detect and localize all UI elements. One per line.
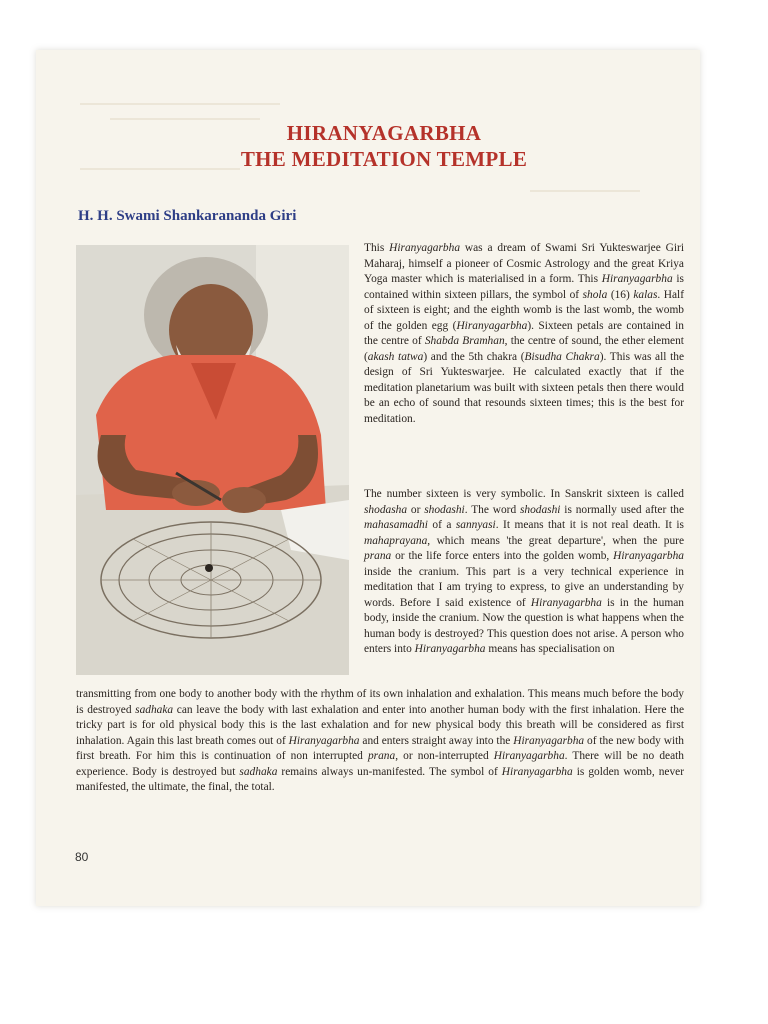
author-name: H. H. Swami Shankarananda Giri: [78, 208, 297, 224]
show-through-line: [80, 103, 280, 105]
paragraph-1: This Hiranyagarbha was a dream of Swami Sri Yukteswarjee Giri Maharaj, himself a pioneer of Cosmic Astrology and the great Kriya Yoga master which is materialised in a form. This Hiranyagarbha is contained within sixteen pillars, the symbol of shola (16) kalas. Half of sixteen is eight; and the eighth womb is the last womb, the womb of the golden egg (Hiranyagarbha). Sixteen petals are contained in the centre of Shabda Bramhan, the centre of sound, the ether element (akash tatwa) and the 5th chakra (Bisudha Chakra). This was all the design of Sri Yukteswarjee. He calculated exactly that if the meditation planetarium was built with sixteen petals then there would be an echo of sound that resounds sixteen times; this is the best for meditation.: [364, 242, 685, 426]
page-title-line1: HIRANYAGARBHA: [286, 121, 482, 145]
swami-photo: [76, 245, 349, 675]
paragraph-2: The number sixteen is very symbolic. In Sanskrit sixteen is called shodasha or shodashi. The word shodashi is normally used after the mahasamadhi of a sannyasi. It means that it is not real death. It is mahaprayana, which means 'the great departure', when the pure prana or the life force enters into the golden womb, Hiranyagarbha inside the cranium. This part is a very technical experience in meditation that I am trying to express, to give an understanding by words. Before I said existence of Hiranyagarbha is in the human body, inside the cranium. Now the question is what happens when the human body is destroyed? This question does not arise. A person who enters into Hiranyagarbha means has specialisation on: [364, 488, 685, 656]
paragraph-3: transmitting from one body to another body with the rhythm of its own inhalation and exhalation. This means much before the body is destroyed sadhaka can leave the body with last exhalation and enter into another human body with the first inhalation. Here the tricky part is for old physical body this is the last exhalation and for new physical body this breath will be considered as first inhalation. Again this last breath comes out of Hiranyagarbha and enters straight away into the Hiranyagarbha of the new body with first breath. For him this is continuation of non interrupted prana, or non-interrupted Hiranyagarbha. There will be no death experience. Body is destroyed but sadhaka remains always un-manifested. The symbol of Hiranyagarbha is golden womb, never manifested, the ultimate, the final, the total.: [76, 688, 685, 794]
page-number: 80: [75, 850, 89, 864]
show-through-line: [530, 190, 640, 192]
page-title-line2: THE MEDITATION TEMPLE: [240, 147, 528, 171]
